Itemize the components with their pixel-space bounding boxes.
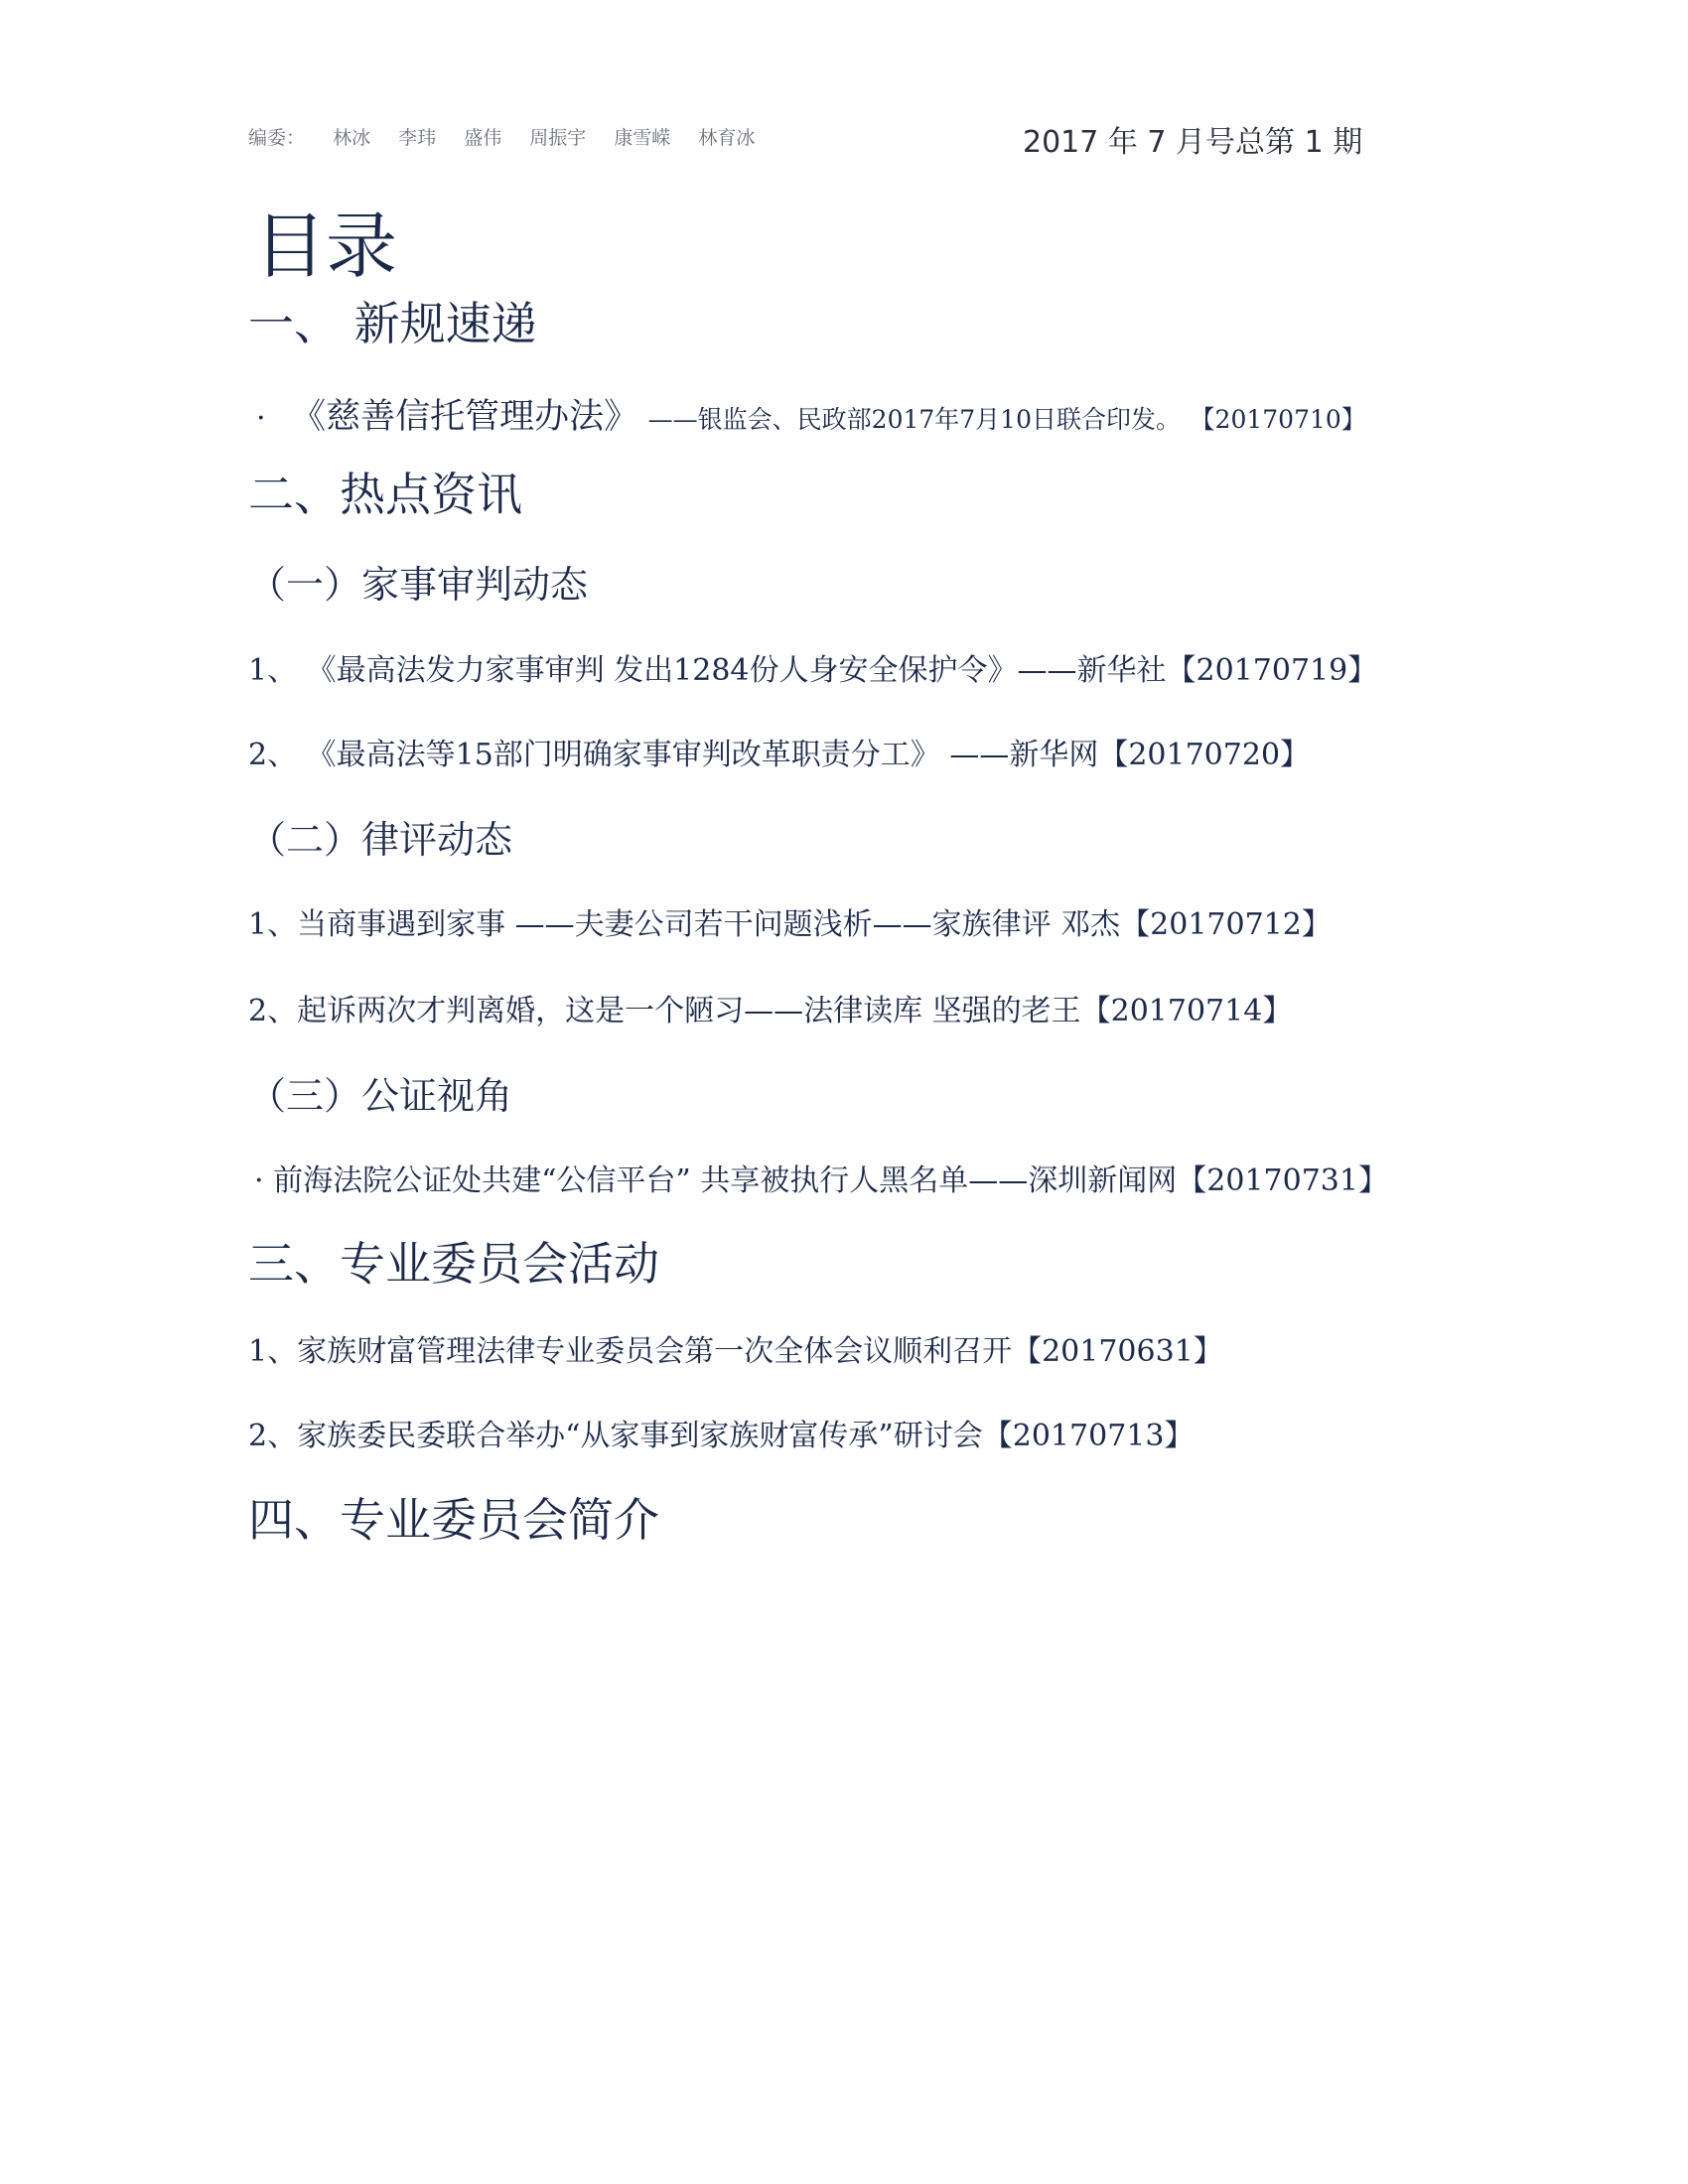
toc-link-item[interactable]: · 前海法院公证处共建“公信平台” 共享被执行人黑名单——深圳新闻网【20170731】 (254, 1163, 1388, 1198)
issue-number: 2017 年 7 月号总第 1 期 (1023, 125, 1363, 160)
editor-name: 康雪嵘 (614, 127, 671, 149)
subsection-heading: （二）律评动态 (248, 818, 513, 862)
toc-link-item[interactable]: 1、当商事遇到家事 ——夫妻公司若干问题浅析——家族律评 邓杰【20170712】 (248, 907, 1332, 942)
toc-link-item[interactable]: 1、 《最高法发力家事审判 发出1284份人身安全保护令》——新华社【20170719】 (248, 653, 1378, 688)
editor-name: 周振宇 (529, 127, 587, 149)
toc-link-item[interactable]: 2、 《最高法等15部门明确家事审判改革职责分工》 ——新华网【20170720】 (248, 738, 1311, 772)
toc-link-item[interactable]: 2、起诉两次才判离婚，这是一个陋习——法律读库 坚强的老王【20170714】 (248, 994, 1293, 1028)
toc-link-item[interactable]: 2、家族委民委联合举办“从家事到家族财富传承”研讨会【20170713】 (248, 1419, 1195, 1453)
page-header (248, 117, 1390, 160)
section-heading: 一、 新规速递 (248, 297, 537, 350)
editors-line (248, 123, 776, 150)
subsection-heading: （三）公证视角 (248, 1074, 513, 1118)
item-source: ——银监会、民政部2017年7月10日联合印发。 (647, 405, 1181, 434)
section-heading: 四、专业委员会简介 (248, 1493, 659, 1547)
item-date: 【20170710】 (1190, 405, 1366, 434)
toc-link-item[interactable]: 1、家族财富管理法律专业委员会第一次全体会议顺利召开【20170631】 (248, 1334, 1223, 1369)
editor-name: 李玮 (398, 127, 437, 149)
toc-title: 目录 (254, 205, 398, 288)
subsection-heading: （一）家事审判动态 (248, 563, 589, 607)
editor-name: 盛伟 (464, 127, 502, 149)
section-heading: 三、专业委员会活动 (248, 1237, 659, 1291)
item-title: 《慈善信托管理办法》 (291, 397, 639, 437)
editor-name: 林冰 (333, 127, 371, 149)
toc-link-item[interactable] (256, 389, 1366, 439)
editors-label: 编委： (248, 127, 306, 149)
bullet: · (256, 401, 266, 436)
editor-name: 林育冰 (698, 127, 756, 149)
section-heading: 二、热点资讯 (248, 468, 522, 521)
